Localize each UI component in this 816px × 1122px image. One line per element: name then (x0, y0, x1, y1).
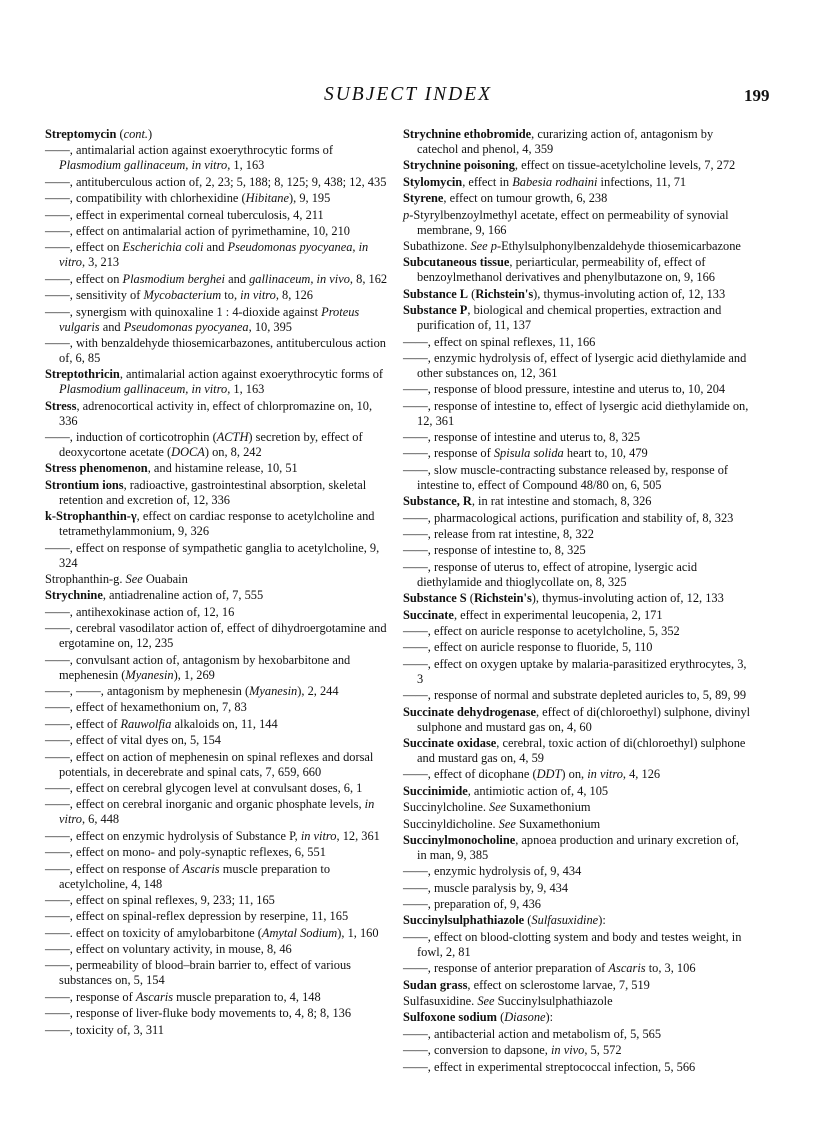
entry-heading: Streptothricin (45, 367, 120, 382)
entry-text: ), thymus-involuting action of, 12, 133 (531, 591, 724, 606)
entry-text: ——, effect on auricle response to acetylcholine, 5, 352 (403, 623, 680, 638)
entry-heading: Strychnine ethobromide (403, 127, 532, 141)
entry-text: ——, preparation of, 9, 436 (403, 897, 541, 912)
entry-text: , 10, 395 (248, 319, 292, 334)
entry-text: , effect on sclerostome larvae, 7, 519 (467, 977, 650, 992)
entry-heading: Stress phenomenon (45, 461, 148, 476)
entry-text: ——, effect on oxygen uptake by malaria-parasitized erythrocytes, 3, 3 (403, 656, 747, 686)
entry-text: , antimalarial action against exoerythrocytic forms of (119, 367, 384, 382)
entry-text: ), 1, 160 (337, 925, 379, 940)
index-entry (403, 1060, 751, 1075)
index-entry (45, 781, 393, 796)
page-number: 199 (744, 86, 770, 105)
entry-text: , adrenocortical activity in, effect of chlorpromazine on, 10, 336 (59, 398, 373, 428)
entry-text: , biological and chemical properties, extraction and purification of, 11, 137 (417, 303, 722, 333)
entry-heading: Substance, R (403, 494, 472, 509)
index-entry (403, 255, 751, 285)
entry-text: , effect on cardiac response to acetylcholine and tetramethylammonium, 9, 326 (59, 509, 375, 539)
entry-text: to, 3, 106 (645, 961, 696, 976)
index-entry (45, 572, 393, 587)
entry-text: heart to, 10, 479 (563, 446, 648, 461)
entry-text: ——, permeability of blood–brain barrier to, effect of various substances on, 5, 154 (45, 958, 351, 988)
index-column-left (45, 126, 393, 1039)
entry-text: ) on, 8, 242 (204, 445, 262, 460)
index-entry (403, 930, 751, 960)
entry-text: Strophanthin-g. (45, 572, 126, 587)
index-entry (45, 909, 393, 924)
entry-text: ——, effect on cerebral inorganic and organic phosphate levels, (45, 797, 365, 812)
page-header (0, 84, 816, 114)
entry-text: , effect in experimental leucopenia, 2, 171 (453, 607, 663, 622)
entry-text: , radioactive, gastrointestinal absorption, skeletal retention and excretion of, 12, 336 (59, 477, 367, 507)
index-entry (403, 705, 751, 735)
entry-text: ——, with benzaldehyde thiosemicarbazones, antituberculous action of, 6, 85 (45, 335, 386, 365)
entry-text: ——, pharmacological actions, purification and stability of, 8, 323 (403, 510, 734, 525)
index-entry (45, 733, 393, 748)
entry-text: in vivo (550, 1043, 585, 1058)
entry-text: ——, toxicity of, 3, 311 (45, 1022, 164, 1037)
index-entry (45, 478, 393, 508)
entry-text: ——, effect in experimental streptococcal infection, 5, 566 (403, 1059, 696, 1074)
entry-text: ): (598, 913, 606, 928)
entry-text: ——, effect on auricle response to fluoride, 5, 110 (403, 640, 653, 655)
page-title: SUBJECT INDEX (323, 84, 493, 105)
entry-text: ( (466, 591, 474, 606)
entry-text: See (489, 800, 507, 815)
entry-text: Babesia rodhaini (512, 174, 598, 189)
index-entry (45, 367, 393, 397)
entry-text: , 8, 162 (349, 271, 388, 286)
index-entry (403, 287, 751, 302)
index-entry (45, 191, 393, 206)
index-entry (403, 913, 751, 928)
entry-heading: Succinylsulphathiazole (403, 913, 525, 928)
index-entry (45, 653, 393, 683)
entry-text: Suxamethonium (506, 800, 591, 815)
entry-text: ——, effect on cerebral glycogen level at convulsant doses, 6, 1 (45, 780, 363, 795)
index-entry (403, 1010, 751, 1025)
index-entry (403, 767, 751, 782)
index-entry (45, 684, 393, 699)
index-entry (403, 817, 751, 832)
index-entry (45, 127, 393, 142)
entry-heading: Succinylmonocholine (403, 832, 516, 847)
entry-text: alkaloids on, 11, 144 (171, 716, 278, 731)
index-entry (45, 588, 393, 603)
entry-text: , 8, 126 (275, 288, 313, 303)
index-entry (45, 208, 393, 223)
entry-text: Ascaris (135, 989, 174, 1004)
entry-text: ——, response of normal and substrate depleted auricles to, 5, 89, 99 (403, 688, 747, 703)
entry-text: See (470, 238, 488, 253)
index-entry (45, 990, 393, 1005)
entry-text: ——, response of uterus to, effect of atropine, lysergic acid diethylamide and thioglycollate on, 8, 325 (403, 559, 698, 589)
entry-text: ——, antituberculous action of, 2, 23; 5, 188; 8, 125; 9, 438; 12, 435 (45, 174, 387, 189)
entry-heading: Stress (45, 398, 77, 413)
entry-text: ——, conversion to dapsone, (403, 1043, 551, 1058)
index-entry (403, 897, 751, 912)
entry-text: ——, effect on (45, 240, 123, 255)
entry-text: in vitro (240, 288, 276, 303)
index-entry (403, 494, 751, 509)
index-entry (403, 624, 751, 639)
entry-text: p (403, 207, 410, 222)
entry-text: See (498, 816, 516, 831)
entry-text: See (125, 572, 143, 587)
entry-text: ——, effect on spinal reflexes, 9, 233; 11, 165 (45, 892, 275, 907)
entry-text: ——, response of (403, 446, 494, 461)
entry-text: ——, cerebral vasodilator action of, effect of dihydroergotamine and ergotamine on, 12, 235 (45, 621, 387, 651)
entry-text: Succinylcholine. (403, 800, 490, 815)
entry-text: Sulfasuxidine. (403, 994, 478, 1009)
index-entry (403, 303, 751, 333)
entry-text: and (225, 271, 250, 286)
entry-text: , antimiotic action of, 4, 105 (467, 783, 609, 798)
index-entry (403, 657, 751, 687)
entry-text: -Ethylsulphonylbenzaldehyde thiosemicarbazone (496, 238, 741, 253)
index-entry (45, 1006, 393, 1021)
entry-heading: Succinate (403, 607, 454, 622)
entry-text: Plasmodium berghei (122, 271, 225, 286)
entry-text: Plasmodium gallinaceum, in vitro (59, 382, 228, 397)
entry-text: , and histamine release, 10, 51 (147, 461, 298, 476)
entry-text: , 3, 213 (81, 255, 120, 270)
entry-text: Suxamethonium (515, 816, 601, 831)
index-entry (403, 1027, 751, 1042)
entry-text: ——, effect on response of sympathetic ganglia to acetylcholine, 9, 324 (45, 540, 380, 570)
entry-heading: Substance S (403, 591, 467, 606)
entry-heading: Succinimide (403, 783, 468, 798)
index-entry (403, 994, 751, 1009)
index-entry (45, 942, 393, 957)
entry-heading: Substance L (403, 286, 469, 301)
entry-text: DDT (536, 767, 562, 782)
index-entry (403, 978, 751, 993)
entry-heading: Strychnine (45, 588, 103, 603)
entry-text: gallinaceum, in vivo (249, 271, 350, 286)
entry-text: ACTH (216, 430, 249, 445)
entry-text: ): (545, 1010, 554, 1025)
entry-text: ——, sensitivity of (45, 288, 144, 303)
entry-text: Ouabain (142, 572, 188, 587)
entry-text: cont. (123, 127, 149, 141)
index-entry (45, 717, 393, 732)
entry-text: , 5, 572 (584, 1043, 622, 1058)
entry-text: , effect on tissue-acetylcholine levels, 7, 272 (514, 158, 736, 173)
index-entry (45, 509, 393, 539)
entry-text: p (490, 238, 497, 253)
entry-text: Mycobacterium (143, 288, 222, 303)
entry-text: Ascaris (608, 961, 646, 976)
entry-text: ——, effect on spinal reflexes, 11, 166 (403, 334, 596, 349)
entry-text: ——, induction of corticotrophin ( (45, 430, 217, 445)
index-entry (403, 191, 751, 206)
entry-text: , 1, 163 (227, 382, 265, 397)
entry-text: ( (116, 127, 124, 141)
index-entry (403, 399, 751, 429)
entry-text: muscle preparation to, 4, 148 (173, 989, 321, 1004)
index-entry (403, 446, 751, 461)
entry-text: ) on, (561, 767, 588, 782)
index-entry (45, 958, 393, 988)
entry-text: ——, effect of hexamethonium on, 7, 83 (45, 700, 247, 715)
entry-heading: Richstein's (473, 591, 532, 606)
entry-text: See (477, 994, 495, 1009)
entry-text: muscle preparation to acetylcholine, 4, 148 (59, 861, 331, 891)
index-entry (403, 430, 751, 445)
entry-text: ), 2, 244 (297, 683, 339, 698)
entry-text: ), thymus-involuting action of, 12, 133 (533, 286, 726, 301)
entry-text: ——, effect on enzymic hydrolysis of Substance P, (45, 828, 301, 843)
index-entry (403, 688, 751, 703)
index-entry (403, 560, 751, 590)
entry-text: ( (468, 286, 476, 301)
entry-text: ——, antibacterial action and metabolism of, 5, 565 (403, 1026, 662, 1041)
entry-text: Plasmodium gallinaceum, in vitro (59, 158, 228, 173)
index-entry (403, 463, 751, 493)
entry-heading: Sudan grass (403, 977, 468, 992)
entry-text: Diasone (504, 1010, 546, 1025)
entry-text: ——, effect on spinal-reflex depression by reserpine, 11, 165 (45, 909, 349, 924)
entry-text: ——, response of intestine and uterus to, 8, 325 (403, 430, 641, 445)
entry-text: ——, antimalarial action against exoerythrocytic forms of (45, 143, 333, 158)
entry-text: Spisula solida (493, 446, 564, 461)
index-entry (45, 893, 393, 908)
index-entry (403, 335, 751, 350)
entry-text: ), 9, 195 (289, 191, 331, 206)
entry-heading: Streptomycin (45, 127, 117, 141)
entry-text: ) secretion by, effect of deoxycortone acetate ( (59, 430, 363, 460)
index-entry (403, 961, 751, 976)
index-entry (403, 881, 751, 896)
index-entry (45, 1023, 393, 1038)
entry-text: ——, antihexokinase action of, 12, 16 (45, 604, 235, 619)
entry-text: ——, muscle paralysis by, 9, 434 (403, 880, 569, 895)
entry-text: Succinyldicholine. (403, 816, 499, 831)
index-entry (45, 175, 393, 190)
entry-text: to, (221, 288, 241, 303)
entry-text: ——, synergism with quinoxaline 1 : 4-dioxide against (45, 304, 322, 319)
entry-text: Hibitane (245, 191, 289, 206)
index-entry (45, 272, 393, 287)
entry-text: infections, 11, 71 (597, 174, 687, 189)
index-entry (403, 1043, 751, 1058)
entry-text: in vitro (587, 767, 623, 782)
entry-heading: Substance P (403, 303, 468, 318)
index-entry (403, 736, 751, 766)
entry-text: Rauwolfia (120, 716, 172, 731)
index-entry (45, 224, 393, 239)
index-entry (403, 127, 751, 157)
entry-heading: Styrene (403, 191, 444, 206)
index-entry (403, 527, 751, 542)
entry-heading: Richstein's (475, 286, 534, 301)
index-entry (45, 845, 393, 860)
index-entry (403, 382, 751, 397)
entry-text: and (203, 240, 228, 255)
entry-text: , antiadrenaline action of, 7, 555 (102, 588, 264, 603)
entry-text: ——, response of anterior preparation of (403, 961, 609, 976)
entry-text: ——, convulsant action of, antagonism by hexobarbitone and mephenesin ( (45, 652, 351, 682)
entry-heading: k-Strophanthin-γ (45, 509, 137, 524)
entry-text: ), 1, 269 (173, 667, 215, 682)
entry-text: ——, effect on action of mephenesin on spinal reflexes and dorsal potentials, in decerebrate and spinal cats, 7, 659, 660 (45, 749, 374, 779)
entry-text: ——, release from rat intestine, 8, 322 (403, 527, 594, 542)
entry-text: Pseudomonas pyocyanea, in vitro (59, 240, 369, 270)
index-entry (45, 621, 393, 651)
entry-text: ——, effect on blood-clotting system and body and testes weight, in fowl, 2, 81 (403, 929, 742, 959)
entry-text: , 12, 361 (336, 828, 380, 843)
entry-heading: Strontium ions (45, 477, 124, 492)
entry-text: ——, effect in experimental corneal tuberculosis, 4, 211 (45, 207, 324, 222)
entry-text: ——, effect of dicophane ( (403, 767, 537, 782)
index-entry (403, 543, 751, 558)
entry-text: , 4, 126 (622, 767, 661, 782)
entry-text: ——, response of (45, 989, 136, 1004)
entry-text: ——, ——, antagonism by mephenesin ( (45, 683, 250, 698)
index-entry (45, 541, 393, 571)
index-entry (403, 784, 751, 799)
entry-text: Sulfasuxidine (531, 913, 599, 928)
entry-text: Ascaris (182, 861, 220, 876)
entry-heading: Subcutaneous tissue (403, 255, 510, 270)
entry-text: ——. effect on toxicity of amylobarbitone ( (45, 925, 262, 940)
index-entry (45, 461, 393, 476)
entry-text: , periarticular, permeability of, effect of benzoylmethanol derivatives and phenylbutazone on, 9, 166 (417, 255, 715, 285)
entry-text: ——, effect on (45, 271, 123, 286)
entry-text: Escherichia coli (122, 240, 204, 255)
entry-text: ——, compatibility with chlorhexidine ( (45, 191, 246, 206)
entry-text: -Styrylbenzoylmethyl acetate, effect on permeability of synovial membrane, 9, 166 (409, 207, 729, 237)
entry-text: ) (148, 127, 153, 141)
entry-text: , effect in (462, 174, 513, 189)
entry-text: , apnoea production and urinary excretion of, in man, 9, 385 (417, 832, 739, 862)
entry-text: and (99, 319, 124, 334)
index-entry (45, 240, 393, 270)
index-entry (45, 829, 393, 844)
index-entry (403, 208, 751, 238)
index-entry (403, 239, 751, 254)
index-entry (45, 700, 393, 715)
index-entry (403, 800, 751, 815)
entry-text: ——, effect of vital dyes on, 5, 154 (45, 733, 221, 748)
index-entry (403, 608, 751, 623)
index-entry (403, 351, 751, 381)
entry-text: ——, effect of (45, 716, 121, 731)
entry-text: Pseudomonas pyocyanea (123, 319, 249, 334)
entry-text: , cerebral, toxic action of di(chloroethyl) sulphone and mustard gas on, 4, 59 (417, 735, 746, 765)
index-entry (45, 305, 393, 335)
index-entry (403, 640, 751, 655)
entry-text: ——, effect on response of (45, 861, 183, 876)
entry-text: , 1, 163 (227, 158, 265, 173)
entry-text: Succinylsulphathiazole (494, 994, 613, 1009)
entry-text: in vitro (59, 797, 375, 827)
entry-text: in vitro (300, 828, 337, 843)
entry-text: ——, response of intestine to, effect of lysergic acid diethylamide on, 12, 361 (403, 398, 749, 428)
entry-heading: Sulfoxone sodium (403, 1010, 497, 1025)
entry-text: Myanesin (125, 667, 174, 682)
index-entry (45, 605, 393, 620)
entry-text: , in rat intestine and stomach, 8, 326 (471, 494, 652, 509)
index-entry (403, 833, 751, 863)
entry-text: ——, effect on voluntary activity, in mouse, 8, 46 (45, 942, 292, 957)
entry-text: ——, slow muscle-contracting substance released by, response of intestine to, effect of Compound 48/80 on, 6, 505 (403, 462, 729, 492)
index-entry (403, 591, 751, 606)
entry-heading: Strychnine poisoning (403, 158, 515, 173)
entry-text: Subathizone. (403, 238, 471, 253)
entry-text: , curarizing action of, antagonism by catechol and phenol, 4, 359 (417, 127, 714, 156)
entry-text: ——, response of blood pressure, intestine and uterus to, 10, 204 (403, 382, 726, 397)
entry-text: ——, enzymic hydrolysis of, effect of lysergic acid diethylamide and other substances on, 12, 361 (403, 350, 747, 380)
index-entry (45, 143, 393, 173)
entry-text: ——, response of liver-fluke body movements to, 4, 8; 8, 136 (45, 1006, 352, 1021)
index-entry (403, 511, 751, 526)
index-entry (45, 926, 393, 941)
entry-text: , effect of di(chloroethyl) sulphone, divinyl sulphone and mustard gas on, 4, 60 (417, 704, 751, 734)
index-column-right (403, 126, 751, 1076)
index-entry (403, 864, 751, 879)
entry-heading: Succinate oxidase (403, 735, 497, 750)
entry-text: Amytal Sodium (261, 925, 338, 940)
entry-text: , 6, 448 (81, 812, 120, 827)
index-entry (45, 336, 393, 366)
entry-text: DOCA (171, 445, 205, 460)
entry-text: ——, response of intestine to, 8, 325 (403, 543, 586, 558)
entry-text: , effect on tumour growth, 6, 238 (443, 191, 608, 206)
entry-heading: Stylomycin (403, 174, 463, 189)
entry-text: Proteus vulgaris (59, 304, 360, 334)
entry-text: ( (524, 913, 532, 928)
entry-heading: Succinate dehydrogenase (403, 704, 536, 719)
index-entry (45, 288, 393, 303)
index-entry (45, 399, 393, 429)
index-entry (45, 862, 393, 892)
entry-text: ——, enzymic hydrolysis of, 9, 434 (403, 864, 582, 879)
index-entry (403, 158, 751, 173)
entry-text: ( (497, 1010, 505, 1025)
entry-text: Myanesin (249, 683, 298, 698)
index-entry (403, 175, 751, 190)
index-entry (45, 797, 393, 827)
index-entry (45, 430, 393, 460)
entry-text: ——, effect on mono- and poly-synaptic reflexes, 6, 551 (45, 845, 326, 860)
entry-text: ——, effect on antimalarial action of pyrimethamine, 10, 210 (45, 223, 350, 238)
index-entry (45, 750, 393, 780)
